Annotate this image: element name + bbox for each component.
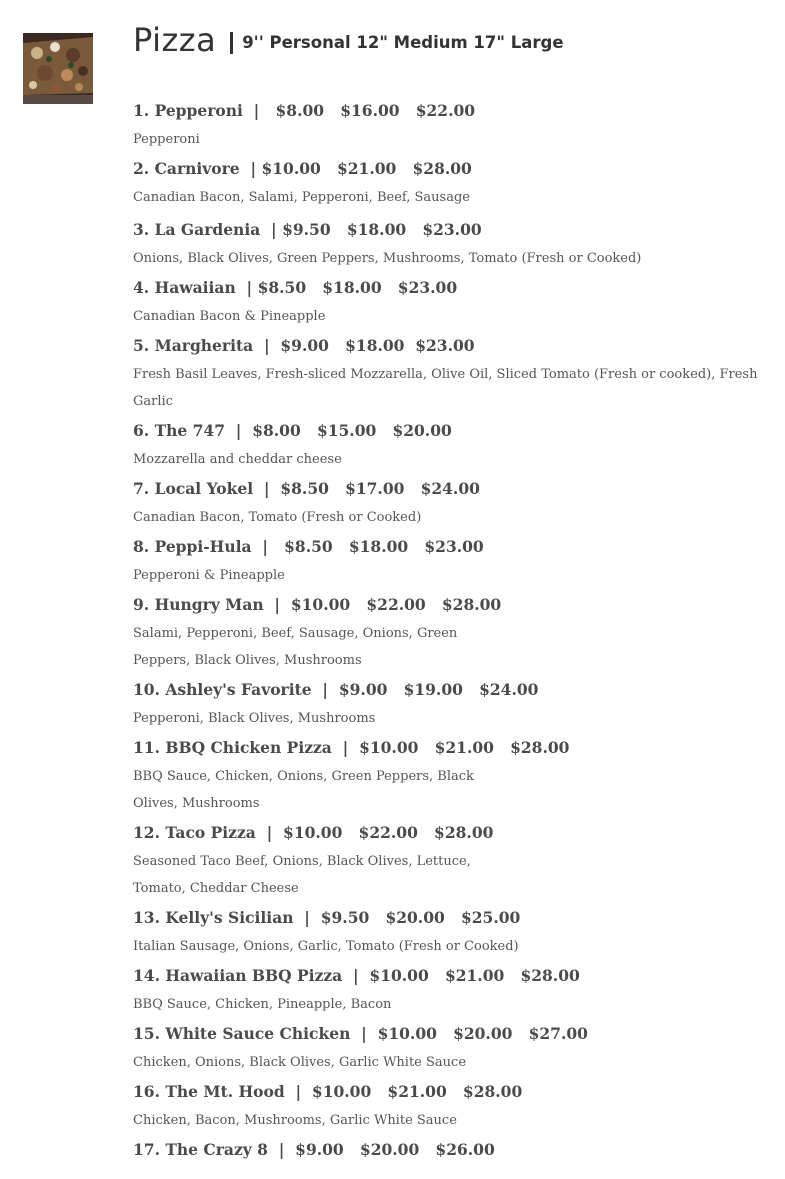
menu-item-name: 13. Kelly's Sicilian | $9.50 $20.00 $25.00 (133, 908, 521, 927)
menu-item-description: Canadian Bacon, Salami, Pepperoni, Beef, Sausage (133, 190, 470, 205)
menu-item-description: Pepperoni, Black Olives, Mushrooms (133, 711, 376, 726)
menu-item (133, 1019, 773, 1076)
menu-item-description: Fresh Basil Leaves, Fresh-sliced Mozzarella, Olive Oil, Sliced Tomato (Fresh or cooked), Fresh Garlic (133, 367, 758, 409)
page-header (133, 20, 564, 60)
menu-item-name: 3. La Gardenia | $9.50 $18.00 $23.00 (133, 220, 482, 239)
menu-item (133, 590, 773, 674)
menu-item (133, 1135, 773, 1165)
menu-item-description: Canadian Bacon & Pineapple (133, 309, 326, 324)
menu-item (133, 818, 773, 902)
menu-item-name: 8. Peppi-Hula | $8.50 $18.00 $23.00 (133, 537, 484, 556)
menu-item-description: Canadian Bacon, Tomato (Fresh or Cooked) (133, 510, 422, 525)
size-labels: 9'' Personal 12" Medium 17" Large (230, 32, 563, 54)
menu-item-name: 12. Taco Pizza | $10.00 $22.00 $28.00 (133, 823, 494, 842)
menu-item-name: 11. BBQ Chicken Pizza | $10.00 $21.00 $28.00 (133, 738, 570, 757)
menu-item-name: 5. Margherita | $9.00 $18.00 $23.00 (133, 336, 475, 355)
menu-item-description: Chicken, Bacon, Mushrooms, Garlic White Sauce (133, 1113, 457, 1128)
menu-item-description: Mozzarella and cheddar cheese (133, 452, 342, 467)
menu-item-name: 6. The 747 | $8.00 $15.00 $20.00 (133, 421, 452, 440)
page-title: Pizza (133, 21, 217, 59)
menu-item-name: 4. Hawaiian | $8.50 $18.00 $23.00 (133, 278, 458, 297)
pizza-photo-icon (23, 33, 93, 104)
menu-item (133, 416, 773, 473)
menu-item-name: 7. Local Yokel | $8.50 $17.00 $24.00 (133, 479, 480, 498)
menu-item-name: 2. Carnivore | $10.00 $21.00 $28.00 (133, 159, 472, 178)
pizza-menu-list (133, 96, 773, 1165)
menu-item-description: BBQ Sauce, Chicken, Onions, Green Peppers, Black Olives, Mushrooms (133, 769, 474, 811)
menu-item (133, 532, 773, 589)
menu-item-description: Chicken, Onions, Black Olives, Garlic White Sauce (133, 1055, 467, 1070)
menu-item-name: 17. The Crazy 8 | $9.00 $20.00 $26.00 (133, 1140, 495, 1159)
menu-item-description: Pepperoni (133, 132, 200, 147)
menu-item (133, 331, 773, 415)
menu-item-name: 15. White Sauce Chicken | $10.00 $20.00 $27.00 (133, 1024, 588, 1043)
menu-item-description: Salami, Pepperoni, Beef, Sausage, Onions, Green Peppers, Black Olives, Mushrooms (133, 626, 458, 668)
menu-item (133, 273, 773, 330)
menu-item (133, 215, 773, 272)
menu-item (133, 961, 773, 1018)
menu-item-description: Onions, Black Olives, Green Peppers, Mushrooms, Tomato (Fresh or Cooked) (133, 251, 642, 266)
menu-item-description: Pepperoni & Pineapple (133, 568, 285, 583)
menu-item (133, 474, 773, 531)
menu-item (133, 733, 773, 817)
menu-item-name: 16. The Mt. Hood | $10.00 $21.00 $28.00 (133, 1082, 523, 1101)
menu-item-description: Seasoned Taco Beef, Onions, Black Olives, Lettuce, Tomato, Cheddar Cheese (133, 854, 471, 896)
menu-item-name: 1. Pepperoni | $8.00 $16.00 $22.00 (133, 101, 476, 120)
menu-item-name: 10. Ashley's Favorite | $9.00 $19.00 $24.00 (133, 680, 539, 699)
menu-item-description: BBQ Sauce, Chicken, Pineapple, Bacon (133, 997, 392, 1012)
menu-item (133, 96, 773, 153)
menu-item (133, 903, 773, 960)
menu-item-name: 14. Hawaiian BBQ Pizza | $10.00 $21.00 $28.00 (133, 966, 580, 985)
menu-item (133, 154, 773, 211)
menu-item-description: Italian Sausage, Onions, Garlic, Tomato (Fresh or Cooked) (133, 939, 519, 954)
menu-item (133, 1077, 773, 1134)
menu-item (133, 675, 773, 732)
menu-item-name: 9. Hungry Man | $10.00 $22.00 $28.00 (133, 595, 502, 614)
